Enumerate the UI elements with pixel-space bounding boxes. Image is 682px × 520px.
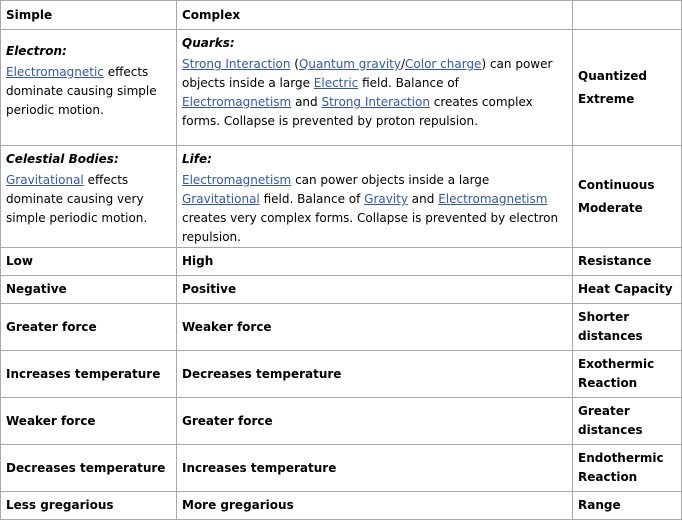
link-strong-interaction-2[interactable]: Strong Interaction [321,95,430,109]
cell-quarks [177,30,573,146]
link-quantum-gravity[interactable]: Quantum gravity [298,57,401,71]
header-row [1,1,682,30]
cell-complex: Positive [177,276,573,304]
label-continuous: Continuous [578,177,655,192]
cell-simple: Less gregarious [1,492,177,520]
table-row [1,276,682,304]
header-blank [573,1,682,30]
cell-property: Shorter distances [573,304,682,351]
cell-quantized-extreme [573,30,682,146]
link-electromagnetic[interactable]: Electromagnetic [6,65,104,79]
quarks-text: and [291,95,322,109]
table-row-continuous [1,146,682,248]
header-complex: Complex [177,1,573,30]
quarks-text: ( [290,57,299,71]
quarks-text: / [400,57,406,71]
label-moderate: Moderate [578,200,643,215]
life-heading: Life: [182,152,212,166]
table-row-quantized [1,30,682,146]
life-text: can power objects inside a large [291,173,490,187]
link-gravity[interactable]: Gravity [364,192,408,206]
quarks-text: creates complex forms. Collapse is prevented by proton repulsion. [182,95,533,128]
life-text: and [407,192,439,206]
link-electromagnetism-life-2[interactable]: Electromagnetism [438,192,548,206]
life-text: creates very complex forms. Collapse is prevented by electron repulsion. [182,211,559,244]
quarks-text: ) can power objects inside a large [182,57,553,90]
cell-complex: Weaker force [177,304,573,351]
cell-simple: Negative [1,276,177,304]
cell-simple: Decreases temperature [1,445,177,492]
table-row [1,445,682,492]
cell-property: Greater distances [573,398,682,445]
celestial-heading: Celestial Bodies: [6,152,119,166]
table-row [1,248,682,276]
link-electric[interactable]: Electric [313,76,359,90]
table-row [1,304,682,351]
cell-complex: Decreases temperature [177,351,573,398]
cell-complex: High [177,248,573,276]
cell-life [177,146,573,248]
label-quantized: Quantized [578,68,647,83]
table-row [1,351,682,398]
cell-complex: Increases temperature [177,445,573,492]
cell-simple: Greater force [1,304,177,351]
link-electromagnetism-life[interactable]: Electromagnetism [182,173,292,187]
cell-complex: More gregarious [177,492,573,520]
cell-celestial-bodies [1,146,177,248]
electron-heading: Electron: [6,44,67,58]
header-simple: Simple [1,1,177,30]
celestial-text: effects dominate causing very simple periodic motion. [6,173,148,225]
cell-property: Range [573,492,682,520]
table-row [1,492,682,520]
link-strong-interaction[interactable]: Strong Interaction [182,57,291,71]
label-extreme: Extreme [578,91,635,106]
quarks-heading: Quarks: [182,36,235,50]
cell-simple: Low [1,248,177,276]
link-gravitational[interactable]: Gravitational [6,173,84,187]
cell-continuous-moderate [573,146,682,248]
quarks-text: field. Balance of [358,76,459,90]
cell-property: Heat Capacity [573,276,682,304]
cell-simple: Increases temperature [1,351,177,398]
electron-text: effects dominate causing simple periodic motion. [6,65,157,117]
cell-electron [1,30,177,146]
cell-complex: Greater force [177,398,573,445]
cell-property: Exothermic Reaction [573,351,682,398]
cell-property: Resistance [573,248,682,276]
cell-property: Endothermic Reaction [573,445,682,492]
link-gravitational-life[interactable]: Gravitational [182,192,260,206]
link-color-charge[interactable]: Color charge [405,57,482,71]
link-electromagnetism[interactable]: Electromagnetism [182,95,292,109]
life-text: field. Balance of [259,192,365,206]
table-row [1,398,682,445]
cell-simple: Weaker force [1,398,177,445]
